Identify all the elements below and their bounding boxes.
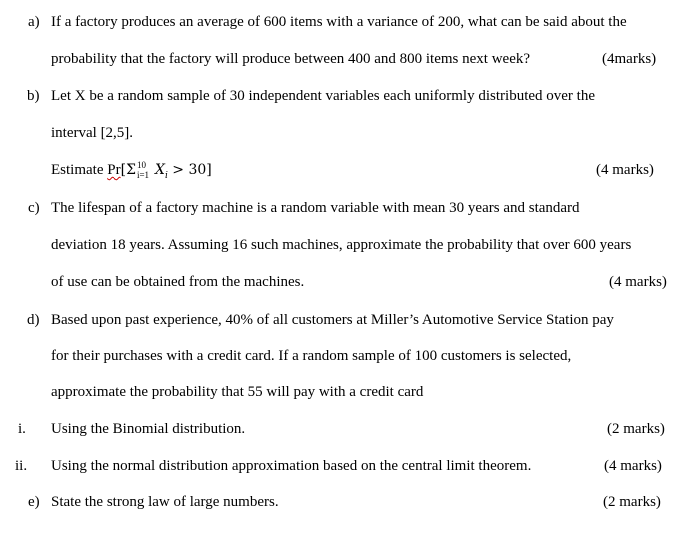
- estimate-prefix: Estimate: [51, 162, 108, 178]
- question-d-line1: Based upon past experience, 40% of all customers at Miller’s Automotive Service Station pay: [51, 312, 614, 328]
- subpart-i-marks: (2 marks): [607, 421, 665, 437]
- estimate-sigma: Σ: [126, 162, 136, 178]
- estimate-open-bracket: [: [120, 162, 127, 178]
- subpart-ii-marker: ii.: [15, 458, 28, 474]
- question-a-line2: probability that the factory will produce between 400 and 800 items next week?: [51, 51, 531, 67]
- question-c-marks: (4 marks): [609, 274, 667, 290]
- question-d-line2: for their purchases with a credit card. If a random sample of 100 customers is selected,: [51, 348, 572, 364]
- subpart-i-marker: i.: [18, 421, 26, 437]
- question-c-line3: of use can be obtained from the machines.: [51, 274, 305, 290]
- question-a-line1: If a factory produces an average of 600 items with a variance of 200, what can be said about the: [51, 14, 627, 30]
- question-b-line1: Let X be a random sample of 30 independent variables each uniformly distributed over the: [51, 88, 595, 104]
- question-b-marker: b): [27, 88, 40, 104]
- question-b-marks: (4 marks): [596, 162, 654, 178]
- estimate-limits: [136, 159, 155, 180]
- question-d-line3: approximate the probability that 55 will pay with a credit card: [51, 384, 424, 400]
- question-a-marks: (4marks): [602, 51, 657, 67]
- question-e-marker: e): [28, 494, 40, 510]
- question-c-marker: c): [28, 200, 40, 216]
- subpart-ii-text: Using the normal distribution approximation based on the central limit theorem.: [51, 458, 532, 474]
- question-b-line2: interval [2,5].: [51, 125, 134, 141]
- question-e-marks: (2 marks): [603, 494, 661, 510]
- question-b-estimate: [51, 161, 212, 185]
- question-c-line2: deviation 18 years. Assuming 16 such machines, approximate the probability that over 600 years: [51, 237, 632, 253]
- question-c-line1: The lifespan of a factory machine is a random variable with mean 30 years and standard: [51, 200, 580, 216]
- subpart-i-text: Using the Binomial distribution.: [51, 421, 246, 437]
- estimate-lower-limit: i=1: [136, 169, 150, 180]
- question-d-marker: d): [27, 312, 40, 328]
- estimate-tail: > 30]: [167, 162, 212, 178]
- question-a-marker: a): [28, 14, 40, 30]
- estimate-variable: X: [154, 162, 165, 178]
- estimate-variable-sub: i: [164, 170, 168, 181]
- question-e-line1: State the strong law of large numbers.: [51, 494, 279, 510]
- estimate-upper-limit: 10: [136, 159, 146, 170]
- subpart-ii-marks: (4 marks): [604, 458, 662, 474]
- estimate-pr: Pr: [107, 162, 121, 178]
